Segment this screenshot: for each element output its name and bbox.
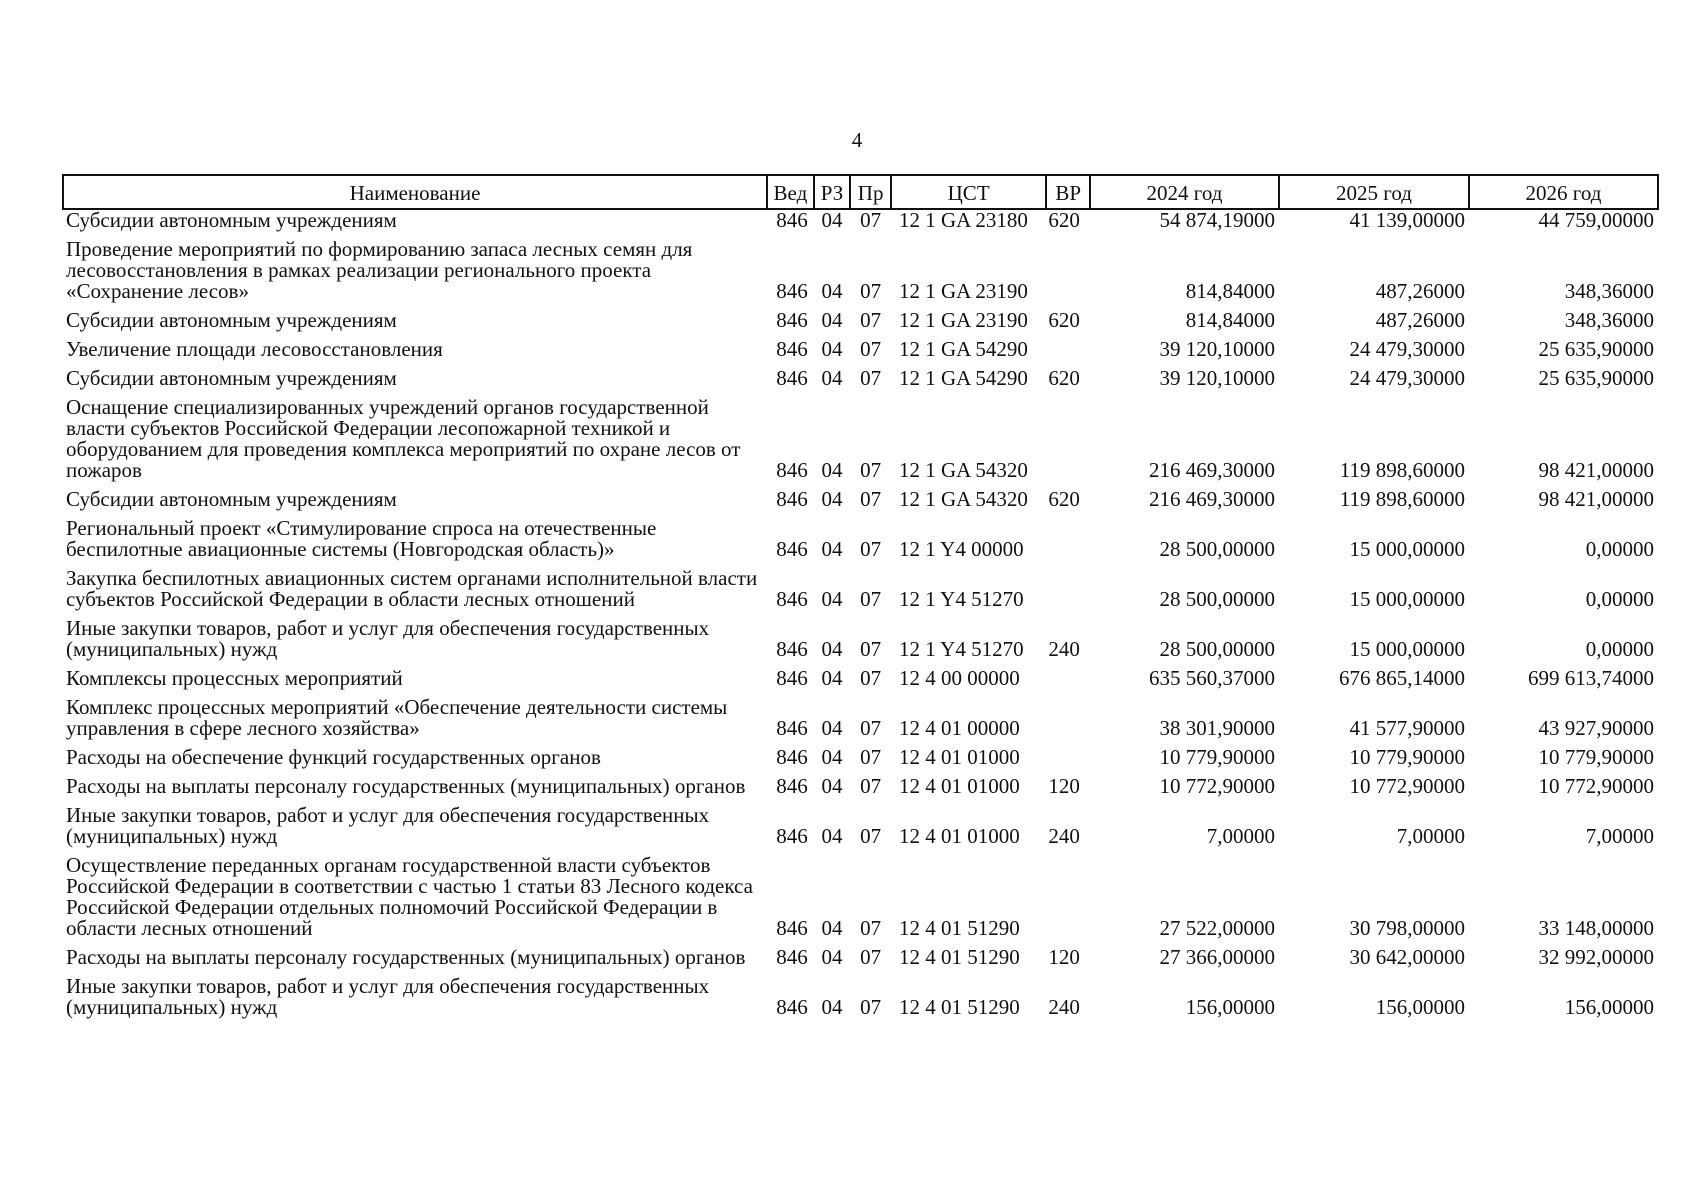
cell-2026: 32 992,00000 — [1538, 945, 1654, 969]
table-row — [63, 947, 1658, 976]
cell-2025: 24 479,30000 — [1349, 337, 1465, 361]
cell-name: Субсидии автономным учреждениям — [66, 366, 397, 390]
table-row — [63, 976, 1658, 1026]
cell-cst: 12 4 01 01000 — [898, 745, 1020, 769]
cell-cst: 12 1 GA 54290 — [898, 366, 1028, 390]
cell-2025: 41 577,90000 — [1349, 716, 1465, 740]
cell-2026: 25 635,90000 — [1538, 366, 1654, 390]
cell-ved: 846 — [776, 945, 808, 969]
cell-2026: 156,00000 — [1564, 995, 1654, 1019]
cell-rz: 04 — [821, 366, 843, 390]
cell-2024: 39 120,10000 — [1159, 366, 1275, 390]
cell-rz: 04 — [821, 824, 843, 848]
cell-rz: 04 — [821, 945, 843, 969]
budget-table — [62, 174, 1659, 1026]
cell-ved: 846 — [776, 774, 808, 798]
header-name: Наименование — [63, 175, 767, 209]
cell-rz: 04 — [821, 716, 843, 740]
cell-ved: 846 — [776, 916, 808, 940]
cell-pr: 07 — [860, 308, 882, 332]
cell-2025: 7,00000 — [1396, 824, 1465, 848]
cell-rz: 04 — [821, 995, 843, 1019]
cell-pr: 07 — [860, 666, 882, 690]
cell-2026: 43 927,90000 — [1538, 716, 1654, 740]
cell-name: Увеличение площади лесовосстановления — [66, 337, 443, 361]
header-rz: РЗ — [814, 175, 851, 209]
cell-rz: 04 — [821, 537, 843, 561]
cell-vr — [1046, 518, 1090, 568]
cell-vr: 620 — [1048, 308, 1080, 332]
table-row — [63, 568, 1658, 618]
cell-2025: 24 479,30000 — [1349, 366, 1465, 390]
cell-vr: 620 — [1048, 366, 1080, 390]
cell-vr — [1046, 397, 1090, 489]
cell-pr: 07 — [860, 916, 882, 940]
cell-pr: 07 — [860, 487, 882, 511]
cell-2025: 119 898,60000 — [1339, 487, 1465, 511]
table-row — [63, 397, 1658, 489]
cell-pr: 07 — [860, 995, 882, 1019]
cell-ved: 846 — [776, 666, 808, 690]
cell-2024: 28 500,00000 — [1159, 637, 1275, 661]
cell-2025: 676 865,14000 — [1338, 666, 1465, 690]
cell-2025: 10 779,90000 — [1349, 745, 1465, 769]
cell-pr: 07 — [860, 716, 882, 740]
cell-name: Субсидии автономным учреждениям — [66, 487, 397, 511]
cell-2026: 348,36000 — [1564, 279, 1654, 303]
cell-2024: 10 779,90000 — [1159, 745, 1275, 769]
table-row — [63, 310, 1658, 339]
cell-2025: 119 898,60000 — [1339, 458, 1465, 482]
table-row — [63, 239, 1658, 310]
cell-rz: 04 — [821, 337, 843, 361]
cell-2024: 39 120,10000 — [1159, 337, 1275, 361]
cell-2026: 10 779,90000 — [1538, 745, 1654, 769]
cell-ved: 846 — [776, 279, 808, 303]
header-2024: 2024 год — [1090, 175, 1279, 209]
cell-ved: 846 — [776, 458, 808, 482]
table-row — [63, 697, 1658, 747]
cell-pr: 07 — [860, 279, 882, 303]
cell-cst: 12 1 GA 23180 — [898, 208, 1028, 232]
cell-2026: 348,36000 — [1564, 308, 1654, 332]
cell-vr — [1046, 239, 1090, 310]
cell-cst: 12 1 GA 23190 — [898, 308, 1028, 332]
cell-2026: 98 421,00000 — [1538, 487, 1654, 511]
cell-2025: 15 000,00000 — [1349, 587, 1465, 611]
cell-name: Субсидии автономным учреждениям — [66, 208, 397, 232]
cell-vr: 240 — [1048, 637, 1080, 661]
cell-2024: 814,84000 — [1185, 308, 1275, 332]
cell-name: Расходы на выплаты персоналу государственных (муниципальных) органов — [66, 945, 746, 969]
cell-rz: 04 — [821, 458, 843, 482]
cell-2024: 27 366,00000 — [1159, 945, 1275, 969]
cell-name: Осуществление переданных органам государственной власти субъектов Российской Федерации в соответствии с частью 1 статьи 83 Лесного кодекса Российской Федерации отдельных полномочий Российской Федерации в области лесных отношений — [66, 853, 753, 940]
table-row — [63, 618, 1658, 668]
cell-pr: 07 — [860, 774, 882, 798]
cell-rz: 04 — [821, 916, 843, 940]
cell-ved: 846 — [776, 716, 808, 740]
cell-vr — [1046, 568, 1090, 618]
cell-ved: 846 — [776, 337, 808, 361]
table-row — [63, 805, 1658, 855]
cell-2024: 635 560,37000 — [1148, 666, 1275, 690]
cell-2025: 156,00000 — [1375, 995, 1465, 1019]
cell-rz: 04 — [821, 487, 843, 511]
cell-ved: 846 — [776, 208, 808, 232]
table-row — [63, 747, 1658, 776]
cell-ved: 846 — [776, 637, 808, 661]
cell-2024: 38 301,90000 — [1159, 716, 1275, 740]
header-ved: Вед — [767, 175, 814, 209]
cell-vr — [1046, 339, 1090, 368]
cell-2025: 15 000,00000 — [1349, 637, 1465, 661]
cell-ved: 846 — [776, 745, 808, 769]
cell-vr — [1046, 668, 1090, 697]
cell-2024: 10 772,90000 — [1159, 774, 1275, 798]
cell-cst: 12 1 GA 54320 — [898, 458, 1028, 482]
cell-name: Закупка беспилотных авиационных систем органами исполнительной власти субъектов Российской Федерации в области лесных отношений — [66, 566, 758, 611]
cell-name: Проведение мероприятий по формированию запаса лесных семян для лесовосстановления в рамках реализации регионального проекта «Сохранение лесов» — [66, 237, 693, 303]
cell-pr: 07 — [860, 208, 882, 232]
cell-pr: 07 — [860, 824, 882, 848]
cell-2025: 487,26000 — [1375, 308, 1465, 332]
table-row — [63, 776, 1658, 805]
cell-2024: 28 500,00000 — [1159, 537, 1275, 561]
cell-ved: 846 — [776, 587, 808, 611]
table-row — [63, 489, 1658, 518]
cell-vr: 120 — [1048, 945, 1080, 969]
cell-ved: 846 — [776, 308, 808, 332]
cell-2026: 7,00000 — [1585, 824, 1654, 848]
cell-pr: 07 — [860, 337, 882, 361]
cell-pr: 07 — [860, 745, 882, 769]
cell-2025: 487,26000 — [1375, 279, 1465, 303]
cell-cst: 12 4 01 51290 — [898, 995, 1020, 1019]
header-cst: ЦСТ — [891, 175, 1046, 209]
cell-vr: 120 — [1048, 774, 1080, 798]
table-row — [63, 339, 1658, 368]
cell-cst: 12 4 00 00000 — [898, 666, 1020, 690]
cell-name: Расходы на выплаты персоналу государственных (муниципальных) органов — [66, 774, 746, 798]
cell-2026: 699 613,74000 — [1528, 666, 1654, 690]
cell-rz: 04 — [821, 637, 843, 661]
cell-rz: 04 — [821, 666, 843, 690]
cell-cst: 12 4 01 01000 — [898, 824, 1020, 848]
cell-cst: 12 1 GA 54320 — [898, 487, 1028, 511]
cell-2026: 33 148,00000 — [1538, 916, 1654, 940]
cell-name: Оснащение специализированных учреждений органов государственной власти субъектов Российской Федерации лесопожарной техникой и оборудованием для проведения комплекса мероприятий по охране лесов от пожаров — [66, 395, 741, 482]
cell-vr — [1046, 855, 1090, 947]
cell-cst: 12 1 GA 23190 — [898, 279, 1028, 303]
table-row — [63, 855, 1658, 947]
cell-cst: 12 4 01 00000 — [898, 716, 1020, 740]
cell-2026: 0,00000 — [1585, 637, 1654, 661]
cell-2026: 10 772,90000 — [1538, 774, 1654, 798]
cell-name: Расходы на обеспечение функций государственных органов — [66, 745, 601, 769]
cell-name: Иные закупки товаров, работ и услуг для обеспечения государственных (муниципальных) нужд — [66, 803, 710, 848]
cell-pr: 07 — [860, 458, 882, 482]
cell-2026: 98 421,00000 — [1538, 458, 1654, 482]
cell-cst: 12 4 01 01000 — [898, 774, 1020, 798]
cell-cst: 12 1 Y4 00000 — [898, 537, 1024, 561]
cell-2024: 216 469,30000 — [1148, 487, 1275, 511]
cell-2024: 54 874,19000 — [1159, 208, 1275, 232]
cell-2025: 41 139,00000 — [1349, 208, 1465, 232]
cell-2026: 25 635,90000 — [1538, 337, 1654, 361]
cell-2025: 30 642,00000 — [1349, 945, 1465, 969]
cell-name: Иные закупки товаров, работ и услуг для обеспечения государственных (муниципальных) нужд — [66, 974, 710, 1019]
cell-ved: 846 — [776, 537, 808, 561]
cell-vr: 240 — [1048, 995, 1080, 1019]
table-row — [63, 518, 1658, 568]
cell-2026: 0,00000 — [1585, 537, 1654, 561]
cell-name: Комплексы процессных мероприятий — [66, 666, 403, 690]
cell-rz: 04 — [821, 745, 843, 769]
table-row — [63, 368, 1658, 397]
cell-2026: 0,00000 — [1585, 587, 1654, 611]
cell-rz: 04 — [821, 587, 843, 611]
cell-rz: 04 — [821, 208, 843, 232]
header-2026: 2026 год — [1469, 175, 1658, 209]
cell-vr — [1046, 697, 1090, 747]
cell-cst: 12 1 Y4 51270 — [898, 587, 1024, 611]
cell-rz: 04 — [821, 279, 843, 303]
page-number: 4 — [851, 128, 863, 152]
cell-ved: 846 — [776, 995, 808, 1019]
cell-2024: 28 500,00000 — [1159, 587, 1275, 611]
cell-2025: 15 000,00000 — [1349, 537, 1465, 561]
table-row — [63, 209, 1658, 239]
cell-cst: 12 4 01 51290 — [898, 945, 1020, 969]
cell-2024: 27 522,00000 — [1159, 916, 1275, 940]
header-row — [63, 175, 1658, 209]
cell-pr: 07 — [860, 537, 882, 561]
cell-pr: 07 — [860, 637, 882, 661]
header-2025: 2025 год — [1279, 175, 1469, 209]
cell-2024: 216 469,30000 — [1148, 458, 1275, 482]
cell-cst: 12 1 Y4 51270 — [898, 637, 1024, 661]
cell-pr: 07 — [860, 587, 882, 611]
cell-2025: 30 798,00000 — [1349, 916, 1465, 940]
cell-vr: 240 — [1048, 824, 1080, 848]
cell-ved: 846 — [776, 487, 808, 511]
cell-2026: 44 759,00000 — [1538, 208, 1654, 232]
cell-pr: 07 — [860, 945, 882, 969]
table-body — [63, 209, 1658, 1026]
cell-vr: 620 — [1048, 487, 1080, 511]
cell-ved: 846 — [776, 824, 808, 848]
header-vr: ВР — [1046, 175, 1090, 209]
cell-rz: 04 — [821, 308, 843, 332]
cell-2025: 10 772,90000 — [1349, 774, 1465, 798]
cell-ved: 846 — [776, 366, 808, 390]
cell-name: Региональный проект «Стимулирование спроса на отечественные беспилотные авиационные системы (Новгородская область)» — [66, 516, 657, 561]
cell-vr — [1046, 747, 1090, 776]
cell-2024: 814,84000 — [1185, 279, 1275, 303]
header-pr: Пр — [850, 175, 891, 209]
cell-rz: 04 — [821, 774, 843, 798]
cell-2024: 7,00000 — [1206, 824, 1275, 848]
cell-name: Иные закупки товаров, работ и услуг для обеспечения государственных (муниципальных) нужд — [66, 616, 710, 661]
cell-cst: 12 1 GA 54290 — [898, 337, 1028, 361]
cell-name: Комплекс процессных мероприятий «Обеспечение деятельности системы управления в сфере лесного хозяйства» — [66, 695, 728, 740]
cell-vr: 620 — [1048, 208, 1080, 232]
cell-cst: 12 4 01 51290 — [898, 916, 1020, 940]
cell-name: Субсидии автономным учреждениям — [66, 308, 397, 332]
table-row — [63, 668, 1658, 697]
cell-2024: 156,00000 — [1185, 995, 1275, 1019]
table-header — [63, 175, 1658, 209]
cell-pr: 07 — [860, 366, 882, 390]
